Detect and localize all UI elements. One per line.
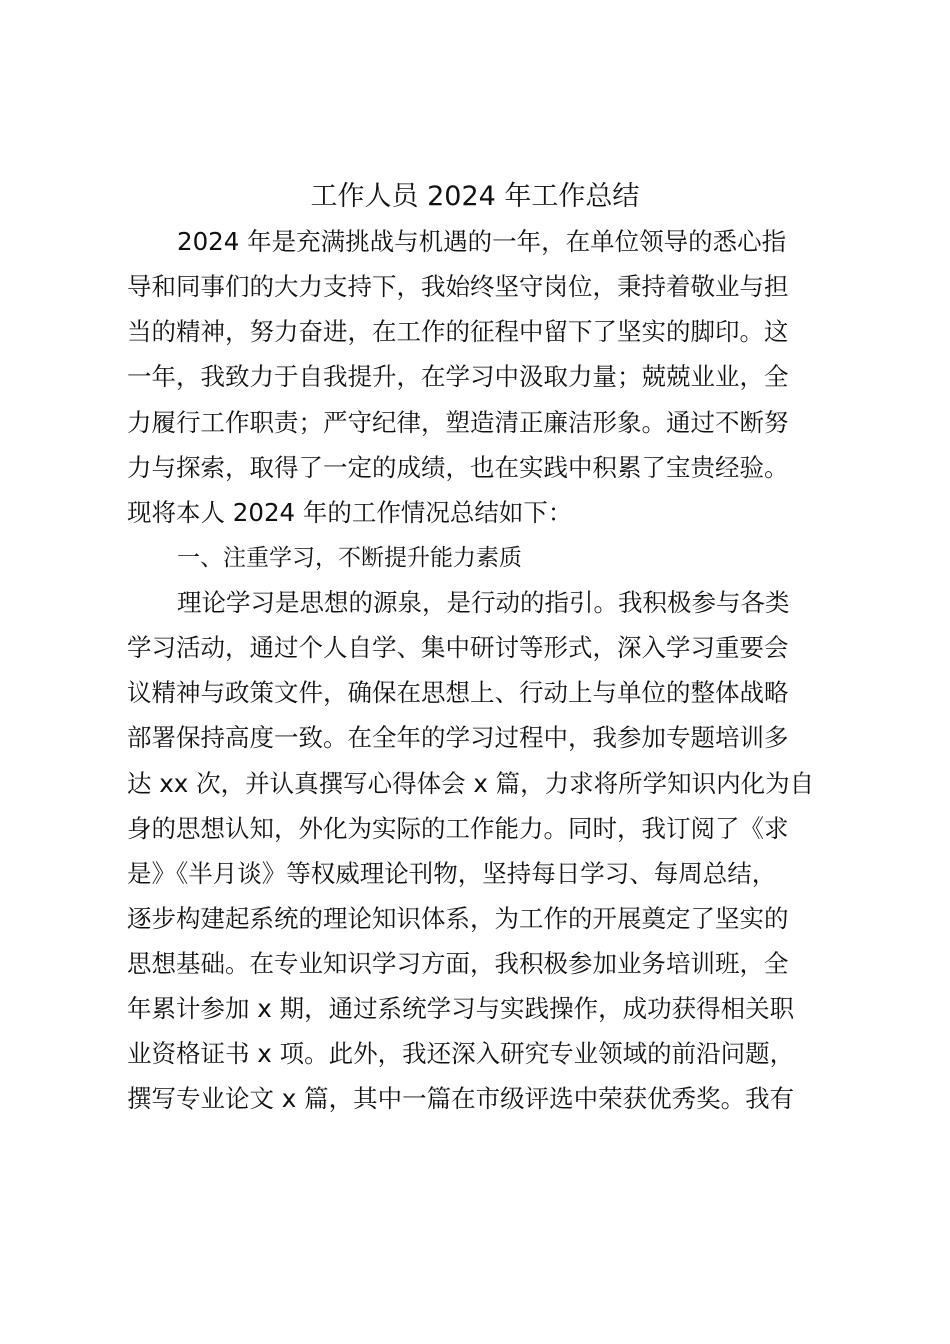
paragraph-line: 身的思想认知，外化为实际的工作能力。同时，我订阅了《求 <box>127 814 789 843</box>
document-title: 工作人员 2024 年工作总结 <box>310 181 640 212</box>
paragraph-line: 撰写专业论文 x 篇，其中一篇在市级评选中荣获优秀奖。我有 <box>127 1084 795 1113</box>
section-heading: 一、注重学习，不断提升能力素质 <box>177 545 522 571</box>
paragraph-line: 力与探索，取得了一定的成绩，也在实践中积累了宝贵经验。 <box>127 453 789 482</box>
paragraph-line: 是》《半月谈》等权威理论刊物，坚持每日学习、每周总结， <box>127 859 777 888</box>
paragraph-line: 学习活动，通过个人自学、集中研讨等形式，深入学习重要会 <box>127 633 789 662</box>
paragraph-line: 导和同事们的大力支持下，我始终坚守岗位，秉持着敬业与担 <box>127 272 789 301</box>
paragraph-line: 理论学习是思想的源泉，是行动的指引。我积极参与各类 <box>177 588 790 617</box>
paragraph-line: 议精神与政策文件，确保在思想上、行动上与单位的整体战略 <box>127 678 789 707</box>
paragraph-line: 力履行工作职责；严守纪律，塑造清正廉洁形象。通过不断努 <box>127 408 789 437</box>
paragraph-line: 年累计参加 x 期，通过系统学习与实践操作，成功获得相关职 <box>127 994 795 1023</box>
paragraph-line: 思想基础。在专业知识学习方面，我积极参加业务培训班，全 <box>127 949 789 978</box>
paragraph-line: 部署保持高度一致。在全年的学习过程中，我参加专题培训多 <box>127 723 789 752</box>
paragraph-line: 逐步构建起系统的理论知识体系，为工作的开展奠定了坚实的 <box>127 904 789 933</box>
paragraph-line: 一年，我致力于自我提升，在学习中汲取力量；兢兢业业，全 <box>127 362 789 391</box>
paragraph-line: 现将本人 2024 年的工作情况总结如下： <box>127 498 573 527</box>
paragraph-line: 2024 年是充满挑战与机遇的一年，在单位领导的悉心指 <box>177 227 787 256</box>
paragraph-line: 达 xx 次，并认真撰写心得体会 x 篇，力求将所学知识内化为自 <box>127 769 815 798</box>
paragraph-line: 业资格证书 x 项。此外，我还深入研究专业领域的前沿问题， <box>127 1039 795 1068</box>
paragraph-line: 当的精神，努力奋进，在工作的征程中留下了坚实的脚印。这 <box>127 317 789 346</box>
